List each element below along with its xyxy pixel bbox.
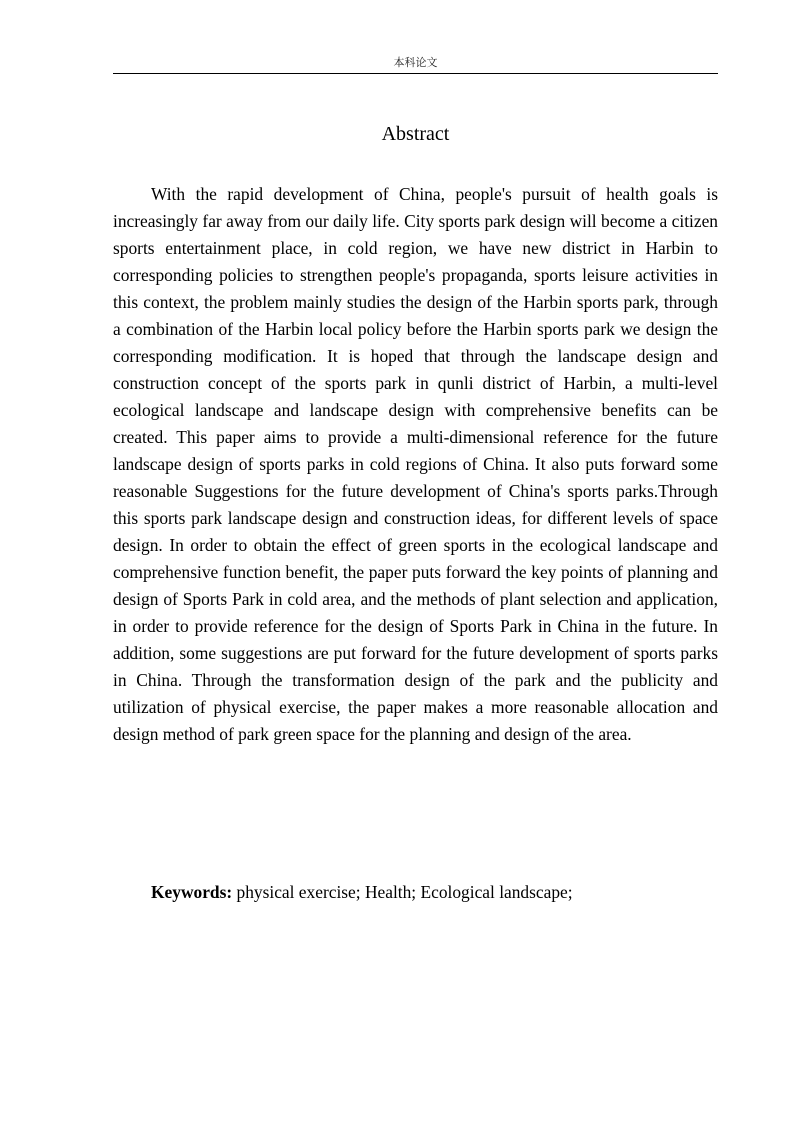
keywords-text: physical exercise; Health; Ecological landscape; bbox=[232, 882, 573, 902]
page-header: 本科论文 bbox=[393, 56, 438, 69]
keywords-line bbox=[151, 879, 718, 906]
abstract-title: Abstract bbox=[381, 123, 450, 145]
keywords-label: Keywords: bbox=[151, 882, 233, 902]
header-rule bbox=[113, 73, 718, 74]
abstract-body: With the rapid development of China, people's pursuit of health goals is increasingly far away from our daily life. City sports park design will become a citizen sports entertainment place, in cold region, we have new district in Harbin to corresponding policies to strengthen people's propaganda, sports leisure activities in this context, the problem mainly studies the design of the Harbin sports park, through a combination of the Harbin local policy before the Harbin sports park we design the corresponding modification. It is hoped that through the landscape design and construction concept of the sports park in qunli district of Harbin, a multi-level ecological landscape and landscape design with comprehensive benefits can be created. This paper aims to provide a multi-dimensional reference for the future landscape design of sports parks in cold regions of China. It also puts forward some reasonable Suggestions for the future development of China's sports parks.Through this sports park landscape design and construction ideas, for different levels of space design. In order to obtain the effect of green sports in the ecological landscape and comprehensive function benefit, the paper puts forward the key points of planning and design of Sports Park in cold area, and the methods of plant selection and application, in order to provide reference for the design of Sports Park in China in the future. In addition, some suggestions are put forward for the future development of sports parks in China. Through the transformation design of the park and the publicity and utilization of physical exercise, the paper makes a more reasonable allocation and design method of park green space for the planning and design of the area. bbox=[113, 184, 718, 744]
